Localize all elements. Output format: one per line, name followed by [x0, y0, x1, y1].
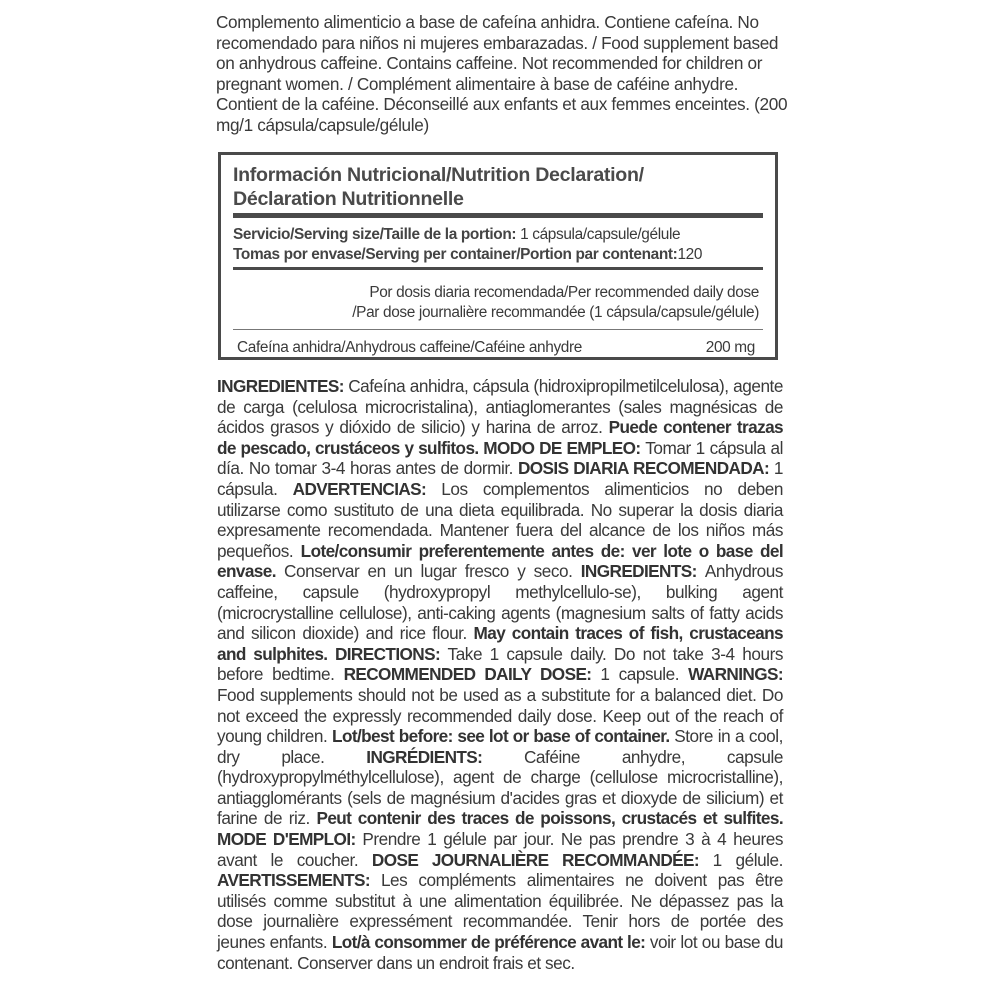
dose-header-line1: Por dosis diaria recomendada/Per recommended daily dose: [369, 284, 759, 301]
text-segment: voir lot ou base du contenant. Conserver dans un endroit frais et sec.: [217, 932, 784, 973]
text-segment: Cafeína anhidra, cápsula (hidroxipropilmetilcelulosa), agente de carga (celulosa microcristalina), antiaglomerantes (sales magnésicas de ácidos grasos y dióxido de silicio) y harina de arroz.: [217, 376, 783, 438]
text-segment: 1 capsule.: [600, 664, 689, 685]
serving-size-value: 1 cápsula/capsule/gélule: [516, 226, 681, 243]
bold-segment: Peut contenir des traces de poissons, crustacés et sulfites. MODE D'EMPLOI:: [217, 808, 783, 850]
divider-mid: [233, 267, 763, 270]
serving-size-label: Servicio/Serving size/Taille de la portion:: [233, 226, 517, 243]
text-segment: Caféine anhydre, capsule (hydroxypropylméthylcellulose), agent de charge (cellulose microcristalline), antiagglomérants (sels de magnésium d'acides gras et dioxyde de silicium) et farine de riz.: [217, 746, 784, 829]
dose-header-line2: /Par dose journalière recommandée (1 cápsula/capsule/gélule): [352, 303, 759, 321]
intro-text: Complemento alimenticio a base de cafeína anhidra. Contiene cafeína. No recomendado para niños ni mujeres embarazadas. / Food supplement based on anhydrous caffeine. Contains caffeine. Not recommended for children or pregnant women. / Complément alimentaire à base de caféine anhydre. Contient de la caféine. Déconseillé aux enfants et aux femmes enceintes. (200 mg/1 cápsula/capsule/gélule): [216, 12, 788, 135]
serving-info: [233, 225, 773, 264]
text-segment: Anhydrous caffeine, capsule (hydroxypropyl methylcellulo-se), bulking agent (microcrystalline cellulose), anti-caking agents (magnesium salts of fatty acids and silicon dioxide) and rice flour.: [217, 561, 783, 644]
text-segment: Conservar en un lugar fresco y seco.: [284, 561, 581, 582]
bold-segment: ADVERTENCIAS:: [292, 478, 442, 499]
nutrition-panel: [218, 152, 778, 360]
nutrition-title-line2: Déclaration Nutritionnelle: [233, 188, 464, 210]
nutrient-name: Cafeína anhidra/Anhydrous caffeine/Caféine anhydre: [237, 339, 582, 356]
bold-segment: INGREDIENTES:: [217, 376, 349, 396]
nutrient-amount: 200 mg: [705, 339, 755, 356]
text-segment: Food supplements should not be used as a substitute for a balanced diet. Do not exceed the expressly recommended daily dose. Keep out of the reach of young children.: [217, 684, 783, 747]
nutrition-title: [233, 163, 773, 211]
text-segment: Prendre 1 gélule par jour. Ne pas prendre 3 à 4 heures avant le coucher.: [217, 829, 783, 870]
bold-segment: Puede contener trazas de pescado, crustáceos y sulfitos. MODO DE EMPLEO:: [217, 417, 783, 458]
servings-per-container-line: [233, 245, 773, 265]
bold-segment: Lot/best before: see lot or base of container.: [332, 726, 675, 747]
text-segment: Les compléments alimentaires ne doivent pas être utilisés comme substitut à une alimentation équilibrée. Ne dépassez pas la dose journalière expressément recommandée. Tenir hors de portée des jeunes enfants.: [217, 870, 783, 953]
text-segment: Los complementos alimenticios no deben utilizarse como sustituto de una dieta equilibrada. No superar la dosis diaria expresamente recomendada. Mantener fuera del alcance de los niños más pequeños.: [217, 478, 784, 561]
servings-per-container-label: Tomas por envase/Serving per container/Portion par contenant:: [233, 245, 678, 263]
nutrition-title-line1: Información Nutricional/Nutrition Declaration/: [233, 164, 644, 186]
text-segment: Store in a cool, dry place.: [217, 726, 783, 767]
bold-segment: INGREDIENTS:: [580, 561, 705, 582]
bold-segment: WARNINGS:: [688, 664, 783, 685]
ingredients-text: [217, 376, 783, 973]
nutrient-row-caffeine: [237, 338, 755, 357]
bold-segment: INGRÉDIENTS:: [366, 746, 524, 767]
serving-size-line: [233, 225, 773, 245]
servings-per-container-value: 120: [677, 245, 703, 263]
bold-segment: Lote/consumir preferentemente antes de: ver lote o base del envase.: [217, 540, 783, 582]
text-segment: Take 1 capsule daily. Do not take 3-4 hours before bedtime.: [217, 643, 783, 685]
divider-thick: [233, 213, 763, 218]
text-segment: 1 gélule.: [712, 849, 783, 870]
dose-header: [259, 283, 759, 322]
bold-segment: May contain traces of fish, crustaceans and sulphites. DIRECTIONS:: [217, 623, 783, 664]
text-segment: 1 cápsula.: [217, 458, 783, 499]
bold-segment: AVERTISSEMENTS:: [217, 870, 381, 891]
bold-segment: DOSIS DIARIA RECOMENDADA:: [517, 458, 774, 479]
text-segment: Tomar 1 cápsula al día. No tomar 3-4 horas antes de dormir.: [217, 437, 783, 479]
bold-segment: RECOMMENDED DAILY DOSE:: [343, 664, 601, 685]
bold-segment: Lot/à consommer de préférence avant le:: [331, 932, 650, 953]
bold-segment: DOSE JOURNALIÈRE RECOMMANDÉE:: [371, 849, 713, 870]
divider-thin: [233, 329, 763, 330]
